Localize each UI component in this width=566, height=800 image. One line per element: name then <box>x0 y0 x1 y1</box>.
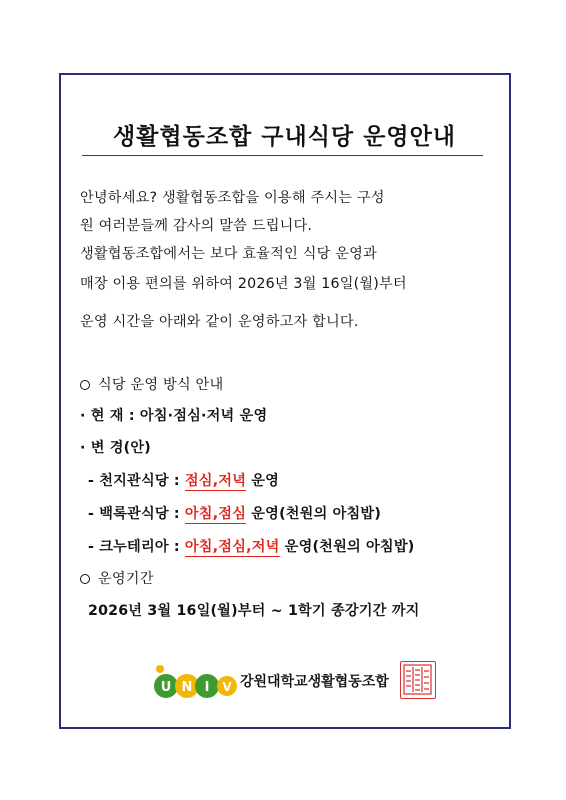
cafeteria-row-knuteria <box>88 536 414 556</box>
current-status <box>80 405 267 425</box>
notice-title: 생활협동조합 구내식당 운영안내 <box>112 124 457 150</box>
title-underline <box>82 155 483 156</box>
row-prefix: - 크누테리아 : <box>88 539 185 555</box>
row-suffix: 운영 <box>246 473 280 489</box>
section-operation-heading <box>80 374 223 394</box>
operation-period: 2026년 3월 16일(월)부터 ~ 1학기 종강기간 까지 <box>88 603 420 619</box>
cafeteria-row-baengnok <box>88 503 381 523</box>
row-suffix: 운영(천원의 아침밥) <box>246 506 382 522</box>
intro-line-5: 운영 시간을 아래와 같이 운영하고자 합니다. <box>80 314 359 330</box>
cafeteria-row-cheonji <box>88 470 279 490</box>
current-value: 아침·점심·저녁 운영 <box>139 408 268 424</box>
intro-line-2: 원 여러분들께 감사의 말씀 드립니다. <box>80 218 313 234</box>
univ-logo <box>150 663 238 707</box>
circle-bullet-icon <box>80 380 90 390</box>
logo-letter: N <box>181 680 193 695</box>
section-heading-text: 식당 운영 방식 안내 <box>98 377 224 393</box>
section-period-heading <box>80 568 154 588</box>
logo-letter: V <box>222 680 232 694</box>
official-seal <box>400 661 436 699</box>
section-heading-text: 운영기간 <box>98 571 154 587</box>
current-label: · 현 재 : <box>80 408 140 424</box>
logo-letter: U <box>160 680 172 695</box>
intro-line-4: 매장 이용 편의를 위하여 2026년 3월 16일(월)부터 <box>80 276 407 292</box>
organization-name: 강원대학교생활협동조합 <box>240 674 389 690</box>
row-highlight: 점심,저녁 <box>184 473 247 489</box>
coop-logo-icon <box>150 663 238 703</box>
seal-icon <box>401 662 434 697</box>
change-label: · 변 경(안) <box>80 440 151 456</box>
row-highlight: 아침,점심 <box>184 506 247 522</box>
row-highlight: 아침,점심,저녁 <box>184 539 280 555</box>
circle-bullet-icon <box>80 574 90 584</box>
intro-line-3: 생활협동조합에서는 보다 효율적인 식당 운영과 <box>80 246 377 262</box>
row-suffix: 운영(천원의 아침밥) <box>279 539 415 555</box>
row-prefix: - 천지관식당 : <box>88 473 185 489</box>
row-prefix: - 백록관식당 : <box>88 506 185 522</box>
notice-frame <box>59 73 511 729</box>
intro-line-1: 안녕하세요? 생활협동조합을 이용해 주시는 구성 <box>80 190 385 206</box>
logo-letter: I <box>204 680 210 695</box>
